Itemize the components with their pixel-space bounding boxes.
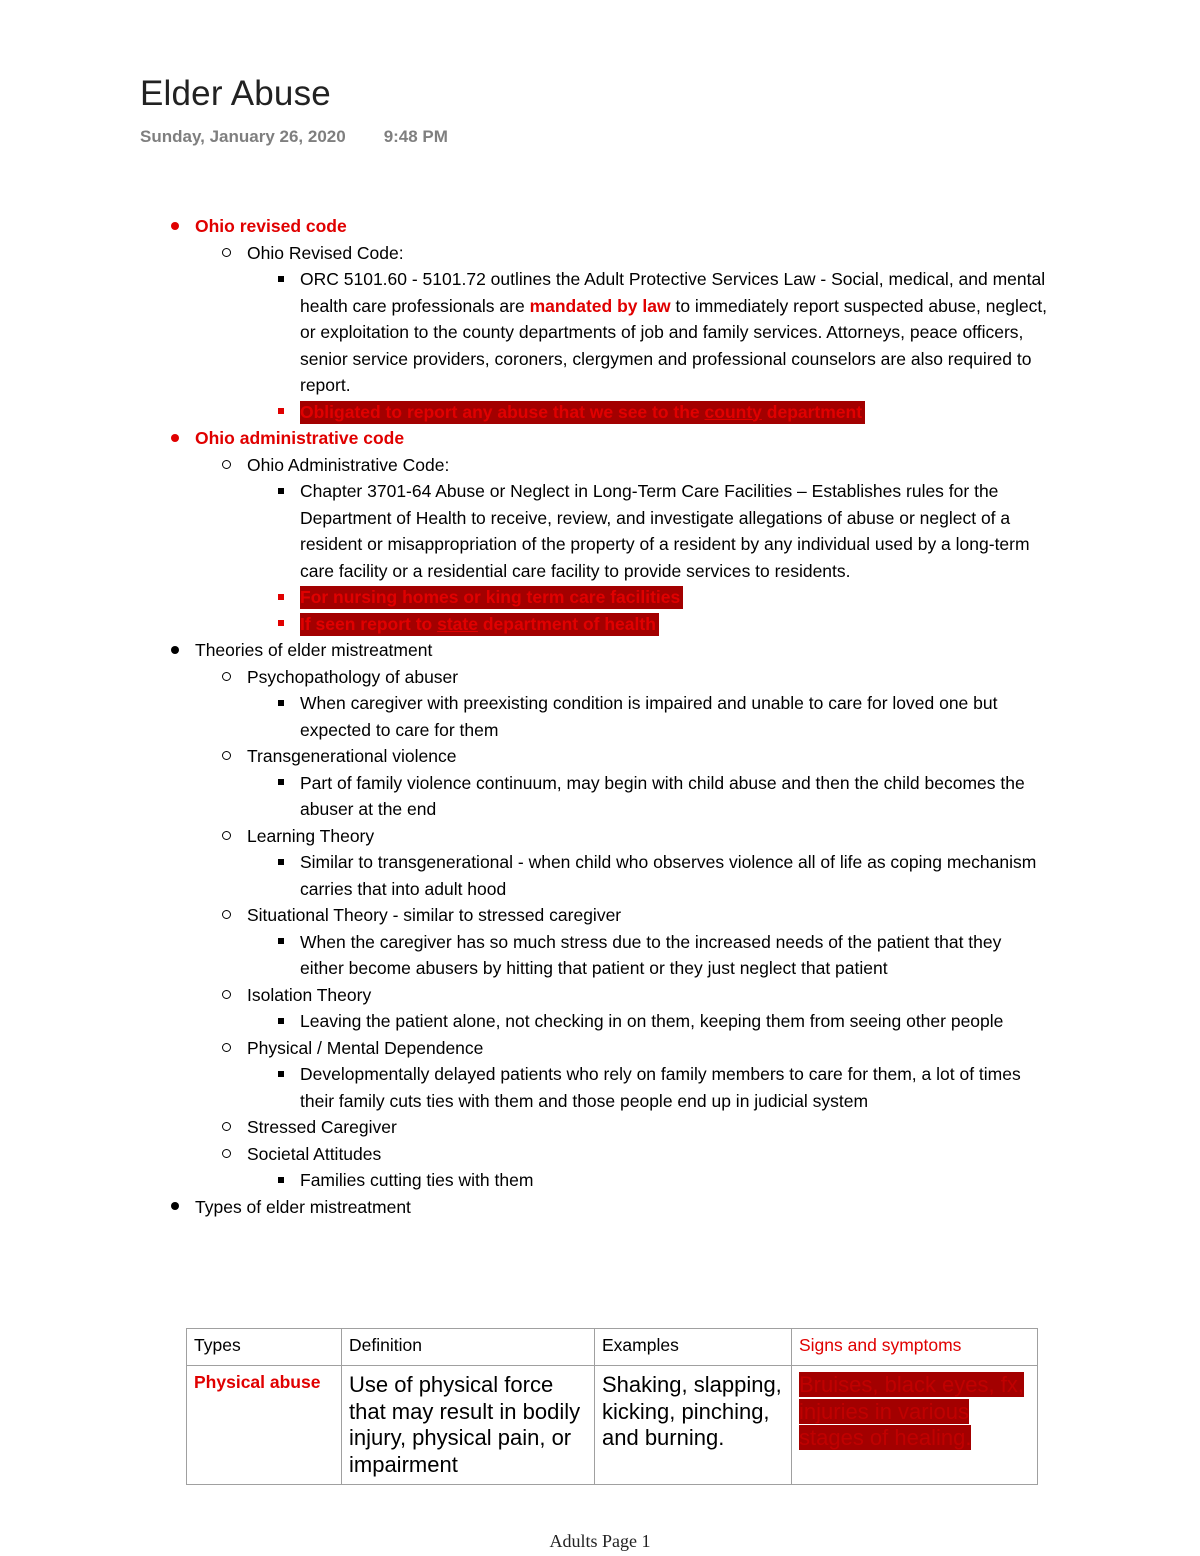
circle-bullet-icon <box>216 1114 236 1141</box>
orc-note-underline: county <box>704 401 762 422</box>
theory-name: Societal Attitudes <box>247 1143 382 1164</box>
theory-item <box>140 823 1050 850</box>
theory-item <box>140 1035 1050 1062</box>
outline-item-theories <box>140 637 1050 664</box>
square-bullet-icon <box>271 1061 291 1088</box>
circle-bullet-icon <box>216 664 236 691</box>
bullet-icon <box>165 1194 185 1221</box>
square-bullet-icon <box>271 478 291 505</box>
theory-item <box>140 982 1050 1009</box>
date-text: Sunday, January 26, 2020 <box>140 127 346 146</box>
page-footer: Adults Page 1 <box>549 1531 651 1551</box>
theory-detail-text: Leaving the patient alone, not checking in on them, keeping them from seeing other people <box>300 1011 1004 1031</box>
theory-detail <box>140 1008 1050 1035</box>
theory-item <box>140 1141 1050 1168</box>
circle-bullet-icon <box>216 823 236 850</box>
circle-bullet-icon <box>216 1141 236 1168</box>
cell-type: Physical abuse <box>187 1366 342 1485</box>
theory-detail-text: When the caregiver has so much stress due to the increased needs of the patient that they either become abusers by hitting that patient or they just neglect that patient <box>300 931 1002 978</box>
square-bullet-icon <box>271 611 291 638</box>
oac-note-2-underline: state <box>437 613 478 634</box>
theory-item <box>140 1114 1050 1141</box>
notes-body <box>140 213 1050 1220</box>
circle-bullet-icon <box>216 1035 236 1062</box>
theory-detail-text: Families cutting ties with them <box>300 1170 534 1190</box>
heading-oac: Ohio administrative code <box>195 428 405 448</box>
orc-detail-b: to immediately report suspected abuse, neglect, or exploitation to the county departments of job and family services. Attorneys, peace officers, senior service providers, coroners, clergymen and professional counselors are also required to report. <box>300 295 1048 395</box>
square-bullet-icon <box>271 690 291 717</box>
orc-detail-a: ORC 5101.60 - 5101.72 outlines the Adult Protective Services Law - Social, medical, and mental health care professionals are <box>300 269 1046 316</box>
bullet-icon <box>165 213 185 240</box>
timestamp <box>140 127 448 147</box>
theory-detail <box>140 849 1050 902</box>
square-bullet-icon <box>271 1008 291 1035</box>
theory-name: Situational Theory - similar to stressed caregiver <box>247 905 622 925</box>
outline-item-types <box>140 1194 1050 1221</box>
col-header-signs: Signs and symptoms <box>792 1329 1038 1366</box>
orc-note <box>300 401 865 424</box>
circle-bullet-icon <box>216 240 236 267</box>
oac-note-2-a: If seen report to <box>300 613 438 634</box>
cell-signs <box>792 1366 1038 1485</box>
theory-name: Isolation Theory <box>247 984 372 1005</box>
theory-name: Stressed Caregiver <box>247 1117 397 1137</box>
circle-bullet-icon <box>216 902 236 929</box>
cell-examples: Shaking, slapping, kicking, pinching, and burning. <box>595 1366 792 1485</box>
oac-detail: Chapter 3701-64 Abuse or Neglect in Long-Term Care Facilities – Establishes rules for the Department of Health to receive, review, and investigate allegations of abuse or neglect of a resident or misappropriation of the property of a resident by any individual used by a long-term care facility or a residential care facility to provide services to residents. <box>300 481 1030 581</box>
theory-name: Psychopathology of abuser <box>247 666 459 687</box>
outline-item-orc <box>140 213 1050 240</box>
square-bullet-icon <box>271 266 291 293</box>
theory-detail-text: Part of family violence continuum, may begin with child abuse and then the child becomes the abuser at the end <box>300 772 1025 819</box>
orc-sub: Ohio Revised Code: <box>247 242 404 263</box>
heading-types: Types of elder mistreatment <box>195 1196 411 1217</box>
col-header-definition: Definition <box>342 1329 595 1366</box>
circle-bullet-icon <box>216 743 236 770</box>
square-bullet-icon <box>271 399 291 426</box>
heading-theories: Theories of elder mistreatment <box>195 640 433 660</box>
page-title: Elder Abuse <box>140 74 331 113</box>
outline-subitem <box>140 452 1050 479</box>
theory-name: Transgenerational violence <box>247 746 457 766</box>
oac-note-2 <box>300 613 659 636</box>
theory-item <box>140 664 1050 691</box>
outline-detail <box>140 478 1050 584</box>
table-row <box>187 1366 1038 1485</box>
outline-subitem <box>140 240 1050 267</box>
outline-detail-highlight <box>140 611 1050 638</box>
oac-note-1: For nursing homes or king term care facilities <box>300 586 683 609</box>
theory-detail-text: Developmentally delayed patients who rely on family members to care for them, a lot of times their family cuts ties with them and those people end up in judicial system <box>300 1064 1021 1111</box>
heading-orc: Ohio revised code <box>195 216 347 236</box>
mistreatment-types-table <box>186 1328 1038 1485</box>
col-header-examples: Examples <box>595 1329 792 1366</box>
square-bullet-icon <box>271 584 291 611</box>
col-header-types: Types <box>187 1329 342 1366</box>
theory-detail <box>140 1167 1050 1194</box>
square-bullet-icon <box>271 1167 291 1194</box>
outline-detail-highlight <box>140 584 1050 611</box>
square-bullet-icon <box>271 849 291 876</box>
theory-detail-text: When caregiver with preexisting condition is impaired and unable to care for loved one but expected to care for them <box>300 693 998 740</box>
orc-note-a: Obligated to report any abuse that we see to the <box>300 401 705 422</box>
bullet-icon <box>165 637 185 664</box>
orc-detail-emphasis: mandated by law <box>529 295 671 316</box>
theory-item <box>140 743 1050 770</box>
theory-item <box>140 902 1050 929</box>
theory-detail <box>140 929 1050 982</box>
oac-note-2-b: department of health <box>477 613 656 634</box>
time-text: 9:48 PM <box>383 127 448 146</box>
signs-highlight: Bruises, black eyes, fx, injuries in various stages of healing. <box>799 1372 1024 1450</box>
theory-detail <box>140 690 1050 743</box>
theory-name: Physical / Mental Dependence <box>247 1037 484 1058</box>
theory-name: Learning Theory <box>247 825 375 846</box>
theory-detail <box>140 770 1050 823</box>
theory-detail-text: Similar to transgenerational - when child who observes violence all of life as coping mechanism carries that into adult hood <box>300 852 1037 899</box>
theory-detail <box>140 1061 1050 1114</box>
cell-definition: Use of physical force that may result in bodily injury, physical pain, or impairment <box>342 1366 595 1485</box>
orc-note-b: department <box>761 401 863 422</box>
outline-detail-highlight <box>140 399 1050 426</box>
bullet-icon <box>165 425 185 452</box>
circle-bullet-icon <box>216 452 236 479</box>
circle-bullet-icon <box>216 982 236 1009</box>
oac-sub: Ohio Administrative Code: <box>247 454 450 475</box>
square-bullet-icon <box>271 929 291 956</box>
outline-item-oac <box>140 425 1050 452</box>
table-header-row <box>187 1329 1038 1366</box>
outline-detail <box>140 266 1050 399</box>
square-bullet-icon <box>271 770 291 797</box>
